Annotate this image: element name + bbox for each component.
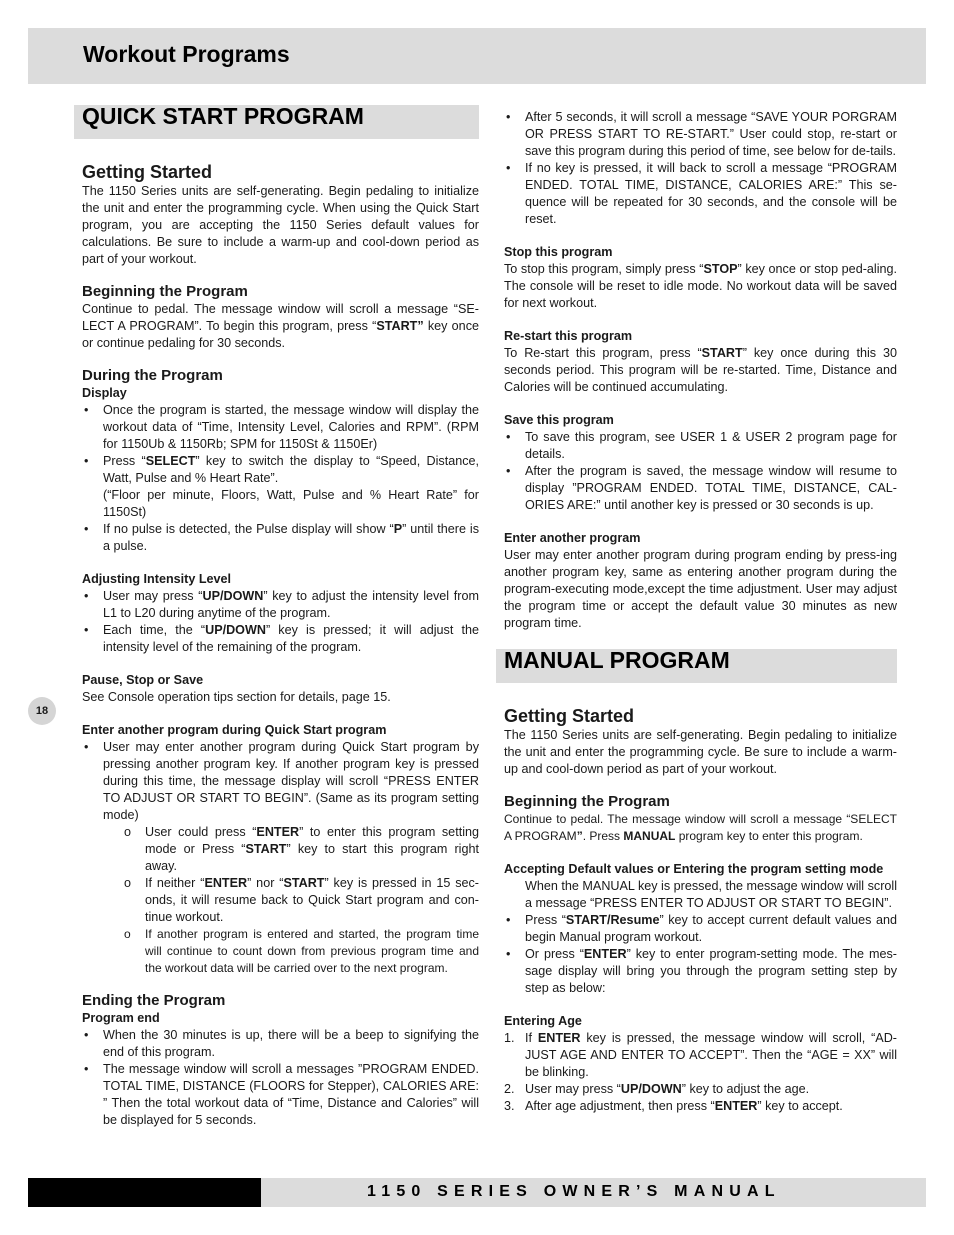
adjusting-intensity-label: Adjusting Intensity Level [82, 572, 232, 586]
getting-started-text: The 1150 Series units are self-generating. Begin pedaling to initialize the unit and enter the programming cycle. When using the Quick Start program, you are accepting the 1150 Series default values for calculations. Be sure to include a warm-up and cool-down period as part of your workout. [82, 184, 479, 266]
restart-text: To Re-start this program, press “START” key once during this 30 seconds period. This program will be re-started. Time, Distance and Calories will be continued accumulating. [504, 346, 897, 394]
sub-list-item: o If another program is entered and started, the program time will continue to count down from previous program time and the workout data will be carried over to the next program. [124, 926, 479, 977]
getting-started-right-heading: Getting Started [504, 706, 635, 726]
footer-black-bar [28, 1178, 261, 1207]
enter-another-right-label: Enter another program [504, 531, 641, 545]
list-item: 2. User may press “UP/DOWN” key to adjust the age. [504, 1082, 810, 1096]
ending-heading: Ending the Program [82, 992, 226, 1009]
intensity-list [82, 588, 479, 656]
beginning-right-text: Continue to pedal. The message window will scroll a message “SELECT A PROGRAM”. Press MANUAL program key to enter this program. [504, 812, 897, 843]
list-item: 3. After age adjustment, then press “ENTER” key to accept. [504, 1099, 843, 1113]
left-column [82, 105, 479, 1129]
beginning-right-heading: Beginning the Program [504, 793, 670, 810]
right-column [504, 109, 897, 1115]
section-title-manual: MANUAL PROGRAM [496, 649, 897, 683]
page-number-badge: 18 [28, 697, 56, 725]
list-item: • After the program is saved, the message window will resume to display ”PROGRAM ENDED. TOTAL TIME, DISTANCE, CAL-ORIES ARE:” until another key is pressed or 30 seconds is up. [504, 463, 897, 514]
age-steps-list [504, 1030, 897, 1115]
save-label: Save this program [504, 413, 614, 427]
footer-title: 1150 SERIES OWNER’S MANUAL [367, 1183, 781, 1200]
stop-label: Stop this program [504, 245, 613, 259]
list-item: • The message window will scroll a messages ”PROGRAM ENDED. TOTAL TIME, DISTANCE (FLOORS for Stepper), CALORIES ARE: ” Then the total workout data of “Time, Distance and Calories” will be displayed for 5 seconds. [82, 1061, 479, 1129]
getting-started-right-text: The 1150 Series units are self-generating. Begin pedaling to initialize the unit and enter the programming cycle. Be sure to include a warm-up and cool-down period as part of your workout. [504, 728, 897, 776]
list-item: • If no pulse is detected, the Pulse display will show “P” until there is a pulse. [82, 521, 479, 555]
list-item: • To save this program, see USER 1 & USER 2 program page for details. [504, 429, 897, 463]
enter-another-list [82, 739, 479, 977]
program-end-list [82, 1027, 479, 1129]
list-item: • Each time, the “UP/DOWN” key is pressed; it will adjust the intensity level of the remaining of the program. [82, 622, 479, 656]
display-list [82, 402, 479, 555]
list-item: • When the 30 minutes is up, there will be a beep to signifying the end of this program. [82, 1027, 479, 1061]
enter-another-label: Enter another program during Quick Start program [82, 723, 387, 737]
list-item: • Once the program is started, the message window will display the workout data of “Time, Intensity Level, Calories and RPM”. (RPM for 1150Ub & 1150Rb; SPM for 1150St & 1150Er) [82, 402, 479, 453]
enter-another-right-text: User may enter another program during program ending by press-ing another program key, same as entering another program during the program-executing mode,except the time adjustment. User may adjust the program time or accept the default value 30 minutes as new program time. [504, 548, 897, 630]
pause-stop-save-label: Pause, Stop or Save [82, 673, 204, 687]
list-item: • User may press “UP/DOWN” key to adjust the intensity level from L1 to L20 during anytime of the program. [82, 588, 479, 622]
display-label: Display [82, 386, 127, 400]
sub-list [103, 824, 479, 977]
list-item: • If no key is pressed, it will back to scroll a message “PROGRAM ENDED. TOTAL TIME, DISTANCE, CALORIES ARE:” This se-quence will be repeated for 30 seconds, and the console will be reset. [504, 160, 897, 228]
list-item: • Or press “ENTER” key to enter program-setting mode. The mes-sage display will bring you through the program setting step by step as below: [504, 946, 897, 997]
beginning-heading: Beginning the Program [82, 283, 248, 300]
getting-started-heading: Getting Started [82, 162, 213, 182]
program-end-cont-list [504, 109, 897, 228]
stop-text: To stop this program, simply press “STOP” key once or stop ped-aling. The console will be reset to idle mode. No workout data will be saved for next workout. [504, 262, 897, 310]
sub-list-item: o User could press “ENTER” to enter this program setting mode or Press “START” key to start this program right away. [124, 824, 479, 875]
save-list [504, 429, 897, 514]
list-item: • After 5 seconds, it will scroll a message “SAVE YOUR PORGRAM OR PRESS START TO RE-START.” User could stop, re-start or save this program during this period of time, see below for de-tails. [504, 109, 897, 160]
during-heading: During the Program [82, 367, 223, 384]
list-item: 1. If ENTER key is pressed, the message window will scroll, “AD-JUST AGE AND ENTER TO ACCEPT”. Then the “AGE = XX” will be blinking. [504, 1031, 897, 1079]
beginning-text: Continue to pedal. The message window will scroll a message “SE-LECT A PROGRAM”. To begin this program, press “START” key once or continue pedaling for 30 seconds. [82, 302, 479, 350]
entering-age-label: Entering Age [504, 1014, 582, 1028]
list-item: • Press “START/Resume” key to accept current default values and begin Manual program workout. [504, 912, 897, 946]
section-title-quick-start: QUICK START PROGRAM [74, 105, 479, 139]
list-item: • User may enter another program during Quick Start program by pressing another program key. If another program key is pressed during this time, the message display will scroll “PRESS ENTER TO ADJUST OR START TO BEGIN”. (Same as its program setting mode) o User could press “ENTER” to enter this program setting mode or Press “START” key to start this program right away. o If neither “ENTER” nor “START” key is pressed in 15 sec-onds, it will resume back to Quick Start program and con-tinue workout. o If another program is entered and started, the program time will continue to count down from previous program time and the workout data will be carried over to the next program. [82, 739, 479, 977]
pause-stop-save-text: See Console operation tips section for details, page 15. [82, 690, 391, 704]
page-title: Workout Programs [83, 41, 290, 67]
accepting-default-text: When the MANUAL key is pressed, the message window will scroll a message “PRESS ENTER TO ADJUST OR START TO BEGIN”. [525, 879, 897, 910]
restart-label: Re-start this program [504, 329, 633, 343]
accepting-default-label: Accepting Default values or Entering the program setting mode [504, 862, 884, 876]
accepting-default-list [504, 912, 897, 997]
sub-list-item: o If neither “ENTER” nor “START” key is pressed in 15 sec-onds, it will resume back to Quick Start program and con-tinue workout. [124, 875, 479, 926]
program-end-label: Program end [82, 1011, 160, 1025]
list-item: • Press “SELECT” key to switch the display to “Speed, Distance, Watt, Pulse and % Heart Rate”. (“Floor per minute, Floors, Watt, Pulse and % Heart Rate” for 1150St) [82, 453, 479, 521]
